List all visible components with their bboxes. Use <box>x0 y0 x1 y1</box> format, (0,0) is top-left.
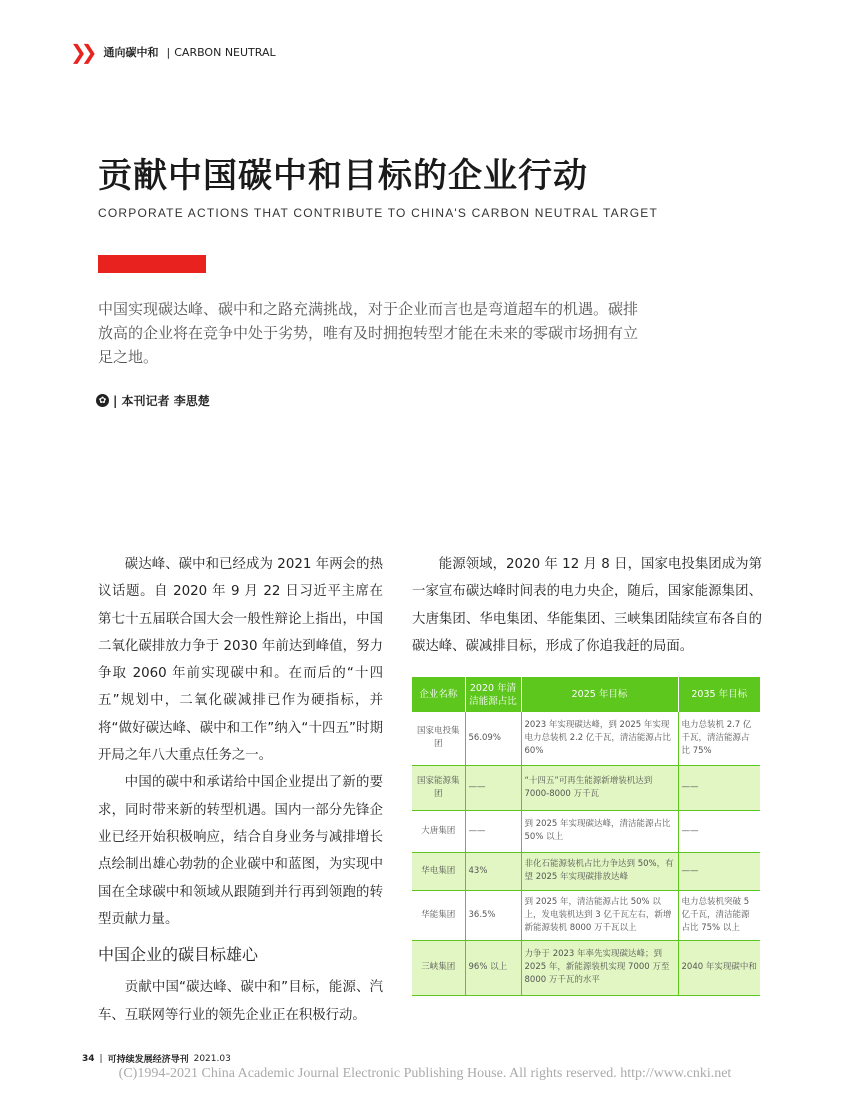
red-accent-bar <box>98 255 206 273</box>
table-header-row <box>412 677 760 712</box>
table-cell: 到 2025 年实现碳达峰，清洁能源占比 50% 以上 <box>521 810 678 852</box>
table-cell: 43% <box>465 852 521 890</box>
table-cell: 电力总装机突破 5 亿千瓦，清洁能源占比 75% 以上 <box>678 890 760 940</box>
right-column <box>412 551 762 660</box>
section-header <box>70 42 276 62</box>
table-cell: 2040 年实现碳中和 <box>678 940 760 995</box>
table-cell: —— <box>678 765 760 810</box>
table-cell: —— <box>678 810 760 852</box>
table-cell: 国家电投集团 <box>412 712 465 765</box>
double-chevron-icon: ❯❯ <box>70 40 92 64</box>
table-cell: 力争于 2023 年率先实现碳达峰；到 2025 年，新能源装机实现 7000 万至 8000 万千瓦的水平 <box>521 940 678 995</box>
journal-logo-icon: ✿ <box>96 394 109 407</box>
table-cell: 华能集团 <box>412 890 465 940</box>
table-cell: 电力总装机 2.7 亿千瓦，清洁能源占比 75% <box>678 712 760 765</box>
page-number: 34 <box>82 1053 95 1064</box>
table-cell: “十四五”可再生能源新增装机达到 7000-8000 万千瓦 <box>521 765 678 810</box>
table-row <box>412 852 760 890</box>
article-title: 贡献中国碳中和目标的企业行动 <box>98 156 588 196</box>
copyright-watermark: (C)1994-2021 China Academic Journal Electronic Publishing House. All rights reserved. http://www.cnki.net <box>118 1066 732 1081</box>
page-footer <box>82 1052 231 1065</box>
table-cell: 56.09% <box>465 712 521 765</box>
paragraph: 中国的碳中和承诺给中国企业提出了新的要求，同时带来新的转型机遇。国内一部分先锋企业已经开始积极响应，结合自身业务与减排增长点绘制出雄心勃勃的企业碳中和蓝图，为实现中国在全球碳中和领域从跟随到并行再到领跑的转型贡献力量。 <box>98 775 383 927</box>
lead-paragraph: 中国实现碳达峰、碳中和之路充满挑战，对于企业而言也是弯道超车的机遇。碳排放高的企业将在竞争中处于劣势，唯有及时拥抱转型才能在未来的零碳市场拥有立足之地。 <box>98 300 639 366</box>
table-cell: 国家能源集团 <box>412 765 465 810</box>
left-column <box>98 551 383 1029</box>
table-cell: 2023 年实现碳达峰，到 2025 年实现电力总装机 2.2 亿千瓦，清洁能源占比 60% <box>521 712 678 765</box>
targets-table <box>412 677 760 996</box>
section-en: CARBON NEUTRAL <box>174 45 276 59</box>
section-heading: 中国企业的碳目标雄心 <box>98 945 259 965</box>
table-cell: 36.5% <box>465 890 521 940</box>
table-row <box>412 712 760 765</box>
author-line <box>96 392 210 409</box>
table-row <box>412 765 760 810</box>
header-cell: 2020 年清洁能源占比 <box>465 677 521 712</box>
paragraph: 贡献中国“碳达峰、碳中和”目标，能源、汽车、互联网等行业的领先企业正在积极行动。 <box>98 980 383 1023</box>
table-cell: —— <box>465 810 521 852</box>
author-text: | 本刊记者 李思楚 <box>113 394 210 408</box>
journal-name: 可持续发展经济导刊 <box>107 1055 189 1065</box>
table-cell: 三峡集团 <box>412 940 465 995</box>
table-cell: 华电集团 <box>412 852 465 890</box>
table-cell: 非化石能源装机占比力争达到 50%，有望 2025 年实现碳排放达峰 <box>521 852 678 890</box>
header-cell: 2025 年目标 <box>521 677 678 712</box>
header-cell: 企业名称 <box>412 677 465 712</box>
section-cn: 通向碳中和 <box>103 46 159 59</box>
table-row <box>412 810 760 852</box>
article-subtitle: CORPORATE ACTIONS THAT CONTRIBUTE TO CHINA'S CARBON NEUTRAL TARGET <box>98 206 658 220</box>
table-cell: —— <box>465 765 521 810</box>
paragraph: 碳达峰、碳中和已经成为 2021 年两会的热议话题。自 2020 年 9 月 22 日习近平主席在第七十五届联合国大会一般性辩论上指出，中国二氧化碳排放力争于 2030 年前达到峰值，努力争取 2060 年前实现碳中和。在而后的“十四五”规划中，二氧化碳减排已作为硬指标，并将“做好碳达峰、碳中和工作”纳入“十四五”时期开局之年八大重点任务之一。 <box>98 557 383 764</box>
table-cell: 大唐集团 <box>412 810 465 852</box>
paragraph: 能源领域，2020 年 12 月 8 日，国家电投集团成为第一家宣布碳达峰时间表的电力央企，随后，国家能源集团、大唐集团、华电集团、华能集团、三峡集团陆续宣布各自的碳达峰、碳减排目标，形成了你追我赶的局面。 <box>412 557 762 654</box>
section-sep: | <box>166 45 171 59</box>
header-cell: 2035 年目标 <box>678 677 760 712</box>
table-cell: 到 2025 年，清洁能源占比 50% 以上，发电装机达到 3 亿千瓦左右，新增新能源装机 8000 万千瓦以上 <box>521 890 678 940</box>
table-row <box>412 890 760 940</box>
table-cell: —— <box>678 852 760 890</box>
footer-sep: | <box>99 1053 103 1064</box>
issue: 2021.03 <box>193 1053 231 1064</box>
table-row <box>412 940 760 995</box>
table-cell: 96% 以上 <box>465 940 521 995</box>
